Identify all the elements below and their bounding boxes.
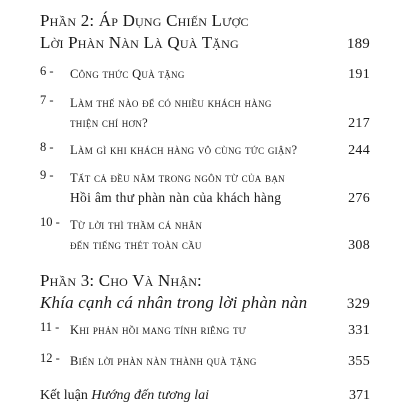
entry-number: 9 - bbox=[40, 168, 54, 182]
toc-entry-8 bbox=[40, 140, 370, 161]
entry-title: Biến lời phàn nàn thành quà tặng bbox=[70, 354, 257, 368]
toc-entry-6 bbox=[40, 64, 370, 85]
entry-page: 244 bbox=[348, 143, 370, 158]
entry-title-line1: Tất cả đều nằm trong ngôn từ của bạn bbox=[70, 171, 285, 185]
entry-title-line2: Hồi âm thư phàn nàn của khách hàng bbox=[70, 190, 282, 205]
entry-number: 8 - bbox=[40, 140, 54, 154]
entry-page: 308 bbox=[348, 238, 370, 253]
conclusion-title: Hướng đến tương lai bbox=[91, 388, 210, 403]
entry-title-line2: đến tiếng thét toàn cầu bbox=[70, 238, 202, 252]
entry-number: 10 - bbox=[40, 215, 60, 229]
entry-page: 217 bbox=[348, 116, 370, 131]
entry-page: 191 bbox=[348, 67, 370, 82]
part-2-page: 189 bbox=[346, 36, 370, 52]
entry-page: 355 bbox=[348, 354, 370, 369]
conclusion-entry bbox=[40, 388, 370, 404]
entry-title-line1: Từ lời thì thầm cá nhân bbox=[70, 218, 203, 232]
toc-entry-12 bbox=[40, 351, 370, 372]
entry-title: Khi phản hồi mang tính riêng tư bbox=[70, 323, 247, 337]
toc-entry-10 bbox=[40, 215, 370, 256]
part-2-title-line2: Lời Phàn Nàn Là Quà Tặng bbox=[40, 33, 239, 52]
entry-number: 6 - bbox=[40, 64, 54, 78]
part-3-heading bbox=[40, 270, 370, 315]
part-3-title-line1: Phần 3: Cho Và Nhận: bbox=[40, 271, 202, 290]
entry-title-line2: thiện chí hơn? bbox=[70, 116, 148, 130]
entry-number: 7 - bbox=[40, 93, 54, 107]
entry-title: Làm gì khi khách hàng vô cùng tức giận? bbox=[70, 143, 298, 157]
part-3-title-line2: Khía cạnh cá nhân trong lời phàn nàn bbox=[40, 293, 308, 312]
entry-title: Công thức Quà tặng bbox=[70, 67, 185, 81]
part-2-heading bbox=[40, 10, 370, 55]
entry-page: 331 bbox=[348, 323, 370, 338]
conclusion-page: 371 bbox=[349, 388, 370, 403]
toc-entry-7 bbox=[40, 93, 370, 134]
entry-number: 12 - bbox=[40, 351, 60, 365]
entry-title-line1: Làm thế nào để có nhiều khách hàng bbox=[70, 96, 272, 110]
toc-entry-11 bbox=[40, 320, 370, 341]
part-3-page: 329 bbox=[346, 296, 370, 312]
toc-entry-9 bbox=[40, 168, 370, 209]
conclusion-label: Kết luận bbox=[40, 388, 88, 403]
entry-page: 276 bbox=[348, 191, 370, 206]
entry-number: 11 - bbox=[40, 320, 60, 334]
part-2-title-line1: Phần 2: Áp Dụng Chiến Lược bbox=[40, 11, 249, 30]
